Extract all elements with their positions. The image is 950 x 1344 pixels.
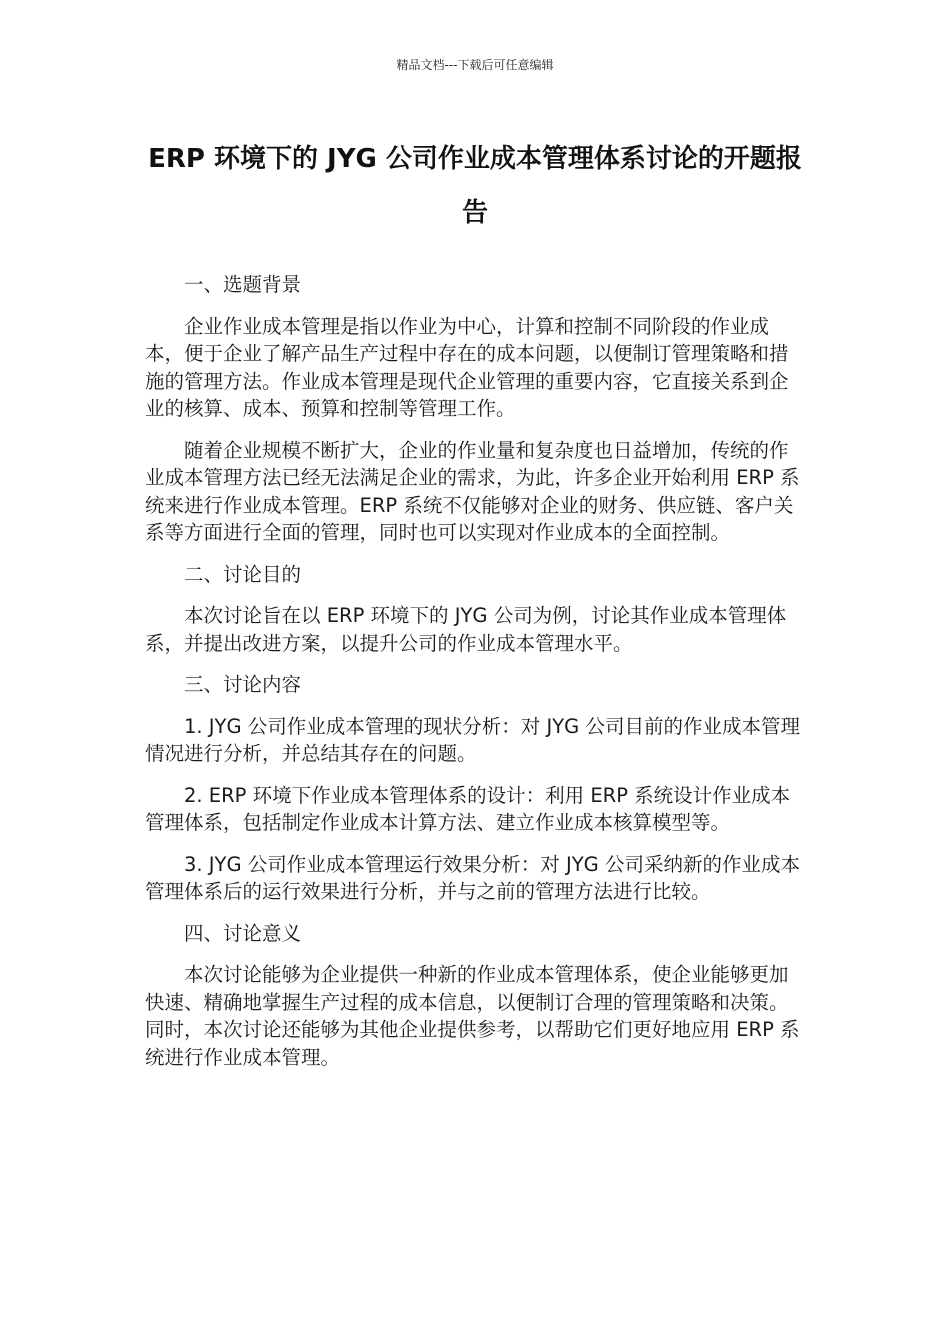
section-heading-background: 一、选题背景 <box>184 273 302 296</box>
page-header-note: 精品文档---下载后可任意编辑 <box>396 58 554 72</box>
paragraph-background-1: 企业作业成本管理是指以作业为中心，计算和控制不同阶段的作业成本，便于企业了解产品生产过程中存在的成本问题，以便制订管理策略和措施的管理方法。作业成本管理是现代企业管理的重要内容，它直接关系到企业的核算、成本、预算和控制等管理工作。 <box>145 314 789 420</box>
paragraph-purpose: 本次讨论旨在以 ERP 环境下的 JYG 公司为例，讨论其作业成本管理体系，并提出改进方案，以提升公司的作业成本管理水平。 <box>145 604 787 655</box>
section-heading-significance: 四、讨论意义 <box>184 921 302 945</box>
paragraph-significance: 本次讨论能够为企业提供一种新的作业成本管理体系，使企业能够更加快速、精确地掌握生产过程的成本信息，以便制订合理的管理策略和决策。同时，本次讨论还能够为其他企业提供参考，以帮助它们更好地应用 ERP 系统进行作业成本管理。 <box>145 963 800 1069</box>
section-heading-purpose: 二、讨论目的 <box>184 562 302 586</box>
document-body <box>145 271 807 1085</box>
paragraph-background-2: 随着企业规模不断扩大，企业的作业量和复杂度也日益增加，传统的作业成本管理方法已经无法满足企业的需求，为此，许多企业开始利用 ERP 系统来进行作业成本管理。ERP 系统不仅能够对企业的财务、供应链、客户关系等方面进行全面的管理，同时也可以实现对作业成本的全面控制。 <box>145 438 800 544</box>
list-item-content-3: 3. JYG 公司作业成本管理运行效果分析：对 JYG 公司采纳新的作业成本管理体系后的运行效果进行分析，并与之前的管理方法进行比较。 <box>145 852 800 903</box>
document-title: ERP 环境下的 JYG 公司作业成本管理体系讨论的开题报告 <box>148 144 802 228</box>
list-item-content-2: 2. ERP 环境下作业成本管理体系的设计：利用 ERP 系统设计作业成本管理体系，包括制定作业成本计算方法、建立作业成本核算模型等。 <box>145 783 791 834</box>
list-item-content-1: 1. JYG 公司作业成本管理的现状分析：对 JYG 公司目前的作业成本管理情况进行分析，并总结其存在的问题。 <box>145 714 800 765</box>
section-heading-content: 三、讨论内容 <box>184 673 302 696</box>
